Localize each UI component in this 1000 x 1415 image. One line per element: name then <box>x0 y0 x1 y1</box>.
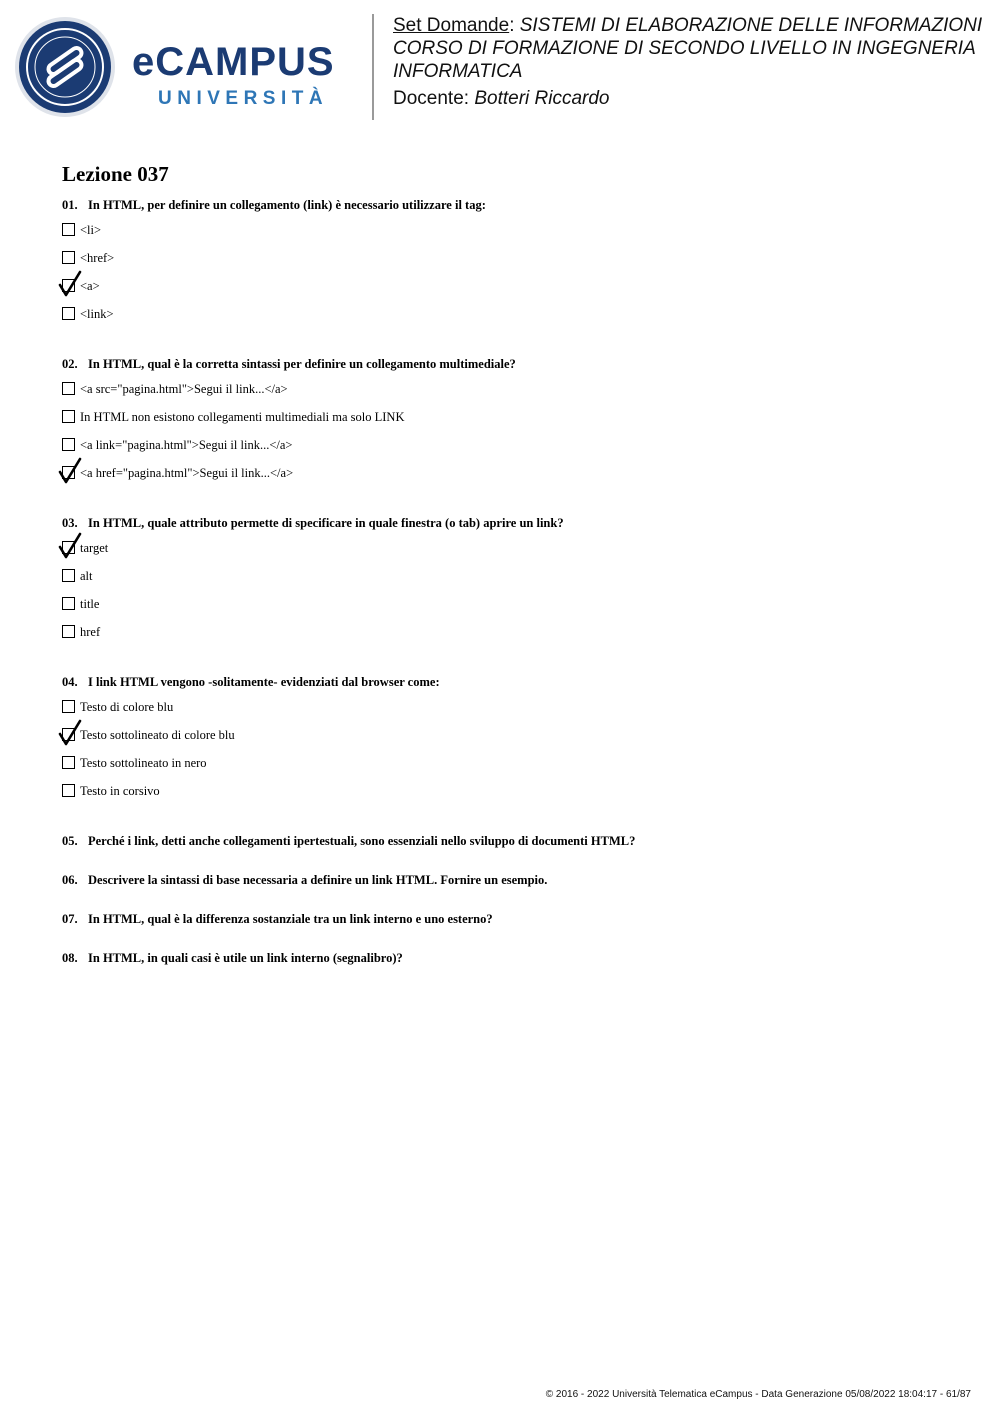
question-number: 07. <box>62 912 78 926</box>
answer-text: Testo di colore blu <box>80 700 174 714</box>
question-label: In HTML, in quali casi è utile un link interno (segnalibro)? <box>88 951 403 965</box>
answer-option[interactable] <box>62 466 962 494</box>
answer-option[interactable] <box>62 756 962 784</box>
checkmark-icon <box>59 458 81 484</box>
question-number: 04. <box>62 675 78 689</box>
question-number: 08. <box>62 951 78 965</box>
question-number: 03. <box>62 516 78 530</box>
question-03 <box>62 514 962 653</box>
checkbox[interactable] <box>62 569 75 582</box>
question-number: 06. <box>62 873 78 887</box>
answer-list <box>62 541 962 653</box>
subject-title: SISTEMI DI ELABORAZIONE DELLE INFORMAZIONI <box>519 15 983 36</box>
answer-text: Testo sottolineato in nero <box>80 756 207 770</box>
course-title: CORSO DI FORMAZIONE DI SECONDO LIVELLO IN INGEGNERIA INFORMATICA <box>393 38 976 82</box>
answer-list <box>62 700 962 812</box>
checkbox[interactable] <box>62 438 75 451</box>
answer-option[interactable] <box>62 597 962 625</box>
header-divider <box>372 14 374 120</box>
checkbox[interactable] <box>62 410 75 423</box>
question-08 <box>62 949 962 967</box>
answer-text: Testo sottolineato di colore blu <box>80 728 235 742</box>
answer-option[interactable] <box>62 541 962 569</box>
question-number: 01. <box>62 198 78 212</box>
question-list <box>62 196 962 988</box>
answer-text: In HTML non esistono collegamenti multimediali ma solo LINK <box>80 410 405 424</box>
page-footer: © 2016 - 2022 Università Telematica eCampus - Data Generazione 05/08/2022 18:04:17 - 61/87 <box>545 1389 971 1400</box>
question-text <box>62 871 962 889</box>
answer-text: Testo in corsivo <box>80 784 160 798</box>
lesson-title: Lezione 037 <box>62 162 169 186</box>
answer-option[interactable] <box>62 569 962 597</box>
checkbox[interactable] <box>62 223 75 236</box>
checkbox[interactable] <box>62 700 75 713</box>
question-label: In HTML, qual è la differenza sostanziale tra un link interno e uno esterno? <box>88 912 493 926</box>
answer-text: <a> <box>80 279 100 293</box>
question-label: In HTML, quale attributo permette di specificare in quale finestra (o tab) aprire un link? <box>88 516 564 530</box>
question-label: Descrivere la sintassi di base necessaria a definire un link HTML. Fornire un esempio. <box>88 873 548 887</box>
checkbox[interactable] <box>62 382 75 395</box>
docente-line <box>393 87 993 110</box>
answer-text: target <box>80 541 109 555</box>
question-text <box>62 673 962 691</box>
answer-option[interactable] <box>62 625 962 653</box>
question-label: In HTML, qual è la corretta sintassi per definire un collegamento multimediale? <box>88 357 516 371</box>
answer-text: <href> <box>80 251 115 265</box>
question-text <box>62 910 962 928</box>
question-text <box>62 514 962 532</box>
checkmark-icon <box>59 720 81 746</box>
answer-option[interactable] <box>62 438 962 466</box>
question-05 <box>62 832 962 850</box>
answer-option[interactable] <box>62 307 962 335</box>
answer-text: <a href="pagina.html">Segui il link...</a> <box>80 466 294 480</box>
answer-option[interactable] <box>62 279 962 307</box>
question-06 <box>62 871 962 889</box>
checkbox[interactable] <box>62 251 75 264</box>
answer-option[interactable] <box>62 251 962 279</box>
set-label: Set Domande <box>393 15 510 36</box>
question-label: Perché i link, detti anche collegamenti ipertestuali, sono essenziali nello sviluppo di documenti HTML? <box>88 834 636 848</box>
question-text <box>62 196 962 214</box>
answer-text: <li> <box>80 223 102 237</box>
question-07 <box>62 910 962 928</box>
question-text <box>62 949 962 967</box>
question-text <box>62 355 962 373</box>
logo-wordmark: eCAMPUS <box>132 40 335 84</box>
question-02 <box>62 355 962 494</box>
answer-text: title <box>80 597 100 611</box>
answer-option[interactable] <box>62 728 962 756</box>
answer-option[interactable] <box>62 382 962 410</box>
question-04 <box>62 673 962 812</box>
answer-list <box>62 382 962 494</box>
answer-text: <a link="pagina.html">Segui il link...</a> <box>80 438 293 452</box>
ecampus-seal-icon <box>14 16 116 118</box>
question-number: 02. <box>62 357 78 371</box>
answer-text: <link> <box>80 307 114 321</box>
question-label: In HTML, per definire un collegamento (link) è necessario utilizzare il tag: <box>88 198 486 212</box>
ecampus-logo <box>14 16 364 116</box>
checkbox[interactable] <box>62 784 75 797</box>
question-01 <box>62 196 962 335</box>
answer-option[interactable] <box>62 784 962 812</box>
checkbox[interactable] <box>62 597 75 610</box>
answer-text: alt <box>80 569 93 583</box>
question-text <box>62 832 962 850</box>
answer-list <box>62 223 962 335</box>
answer-option[interactable] <box>62 223 962 251</box>
question-number: 05. <box>62 834 78 848</box>
logo-subtitle: UNIVERSITÀ <box>158 88 329 109</box>
answer-option[interactable] <box>62 410 962 438</box>
answer-text: <a src="pagina.html">Segui il link...</a> <box>80 382 288 396</box>
checkbox[interactable] <box>62 756 75 769</box>
checkmark-icon <box>59 533 81 559</box>
checkmark-icon <box>59 271 81 297</box>
answer-option[interactable] <box>62 700 962 728</box>
docente-name: Botteri Riccardo <box>474 88 610 109</box>
checkbox[interactable] <box>62 625 75 638</box>
question-label: I link HTML vengono -solitamente- evidenziati dal browser come: <box>88 675 440 689</box>
checkbox[interactable] <box>62 307 75 320</box>
docente-label: Docente: <box>393 88 470 109</box>
document-header: Set Domande: SISTEMI DI ELABORAZIONE DELLE INFORMAZIONI CORSO DI FORMAZIONE DI SECONDO LIVELLO IN INGEGNERIA INFORMATICA Docente: Botteri Riccardo <box>393 14 993 110</box>
answer-text: href <box>80 625 101 639</box>
